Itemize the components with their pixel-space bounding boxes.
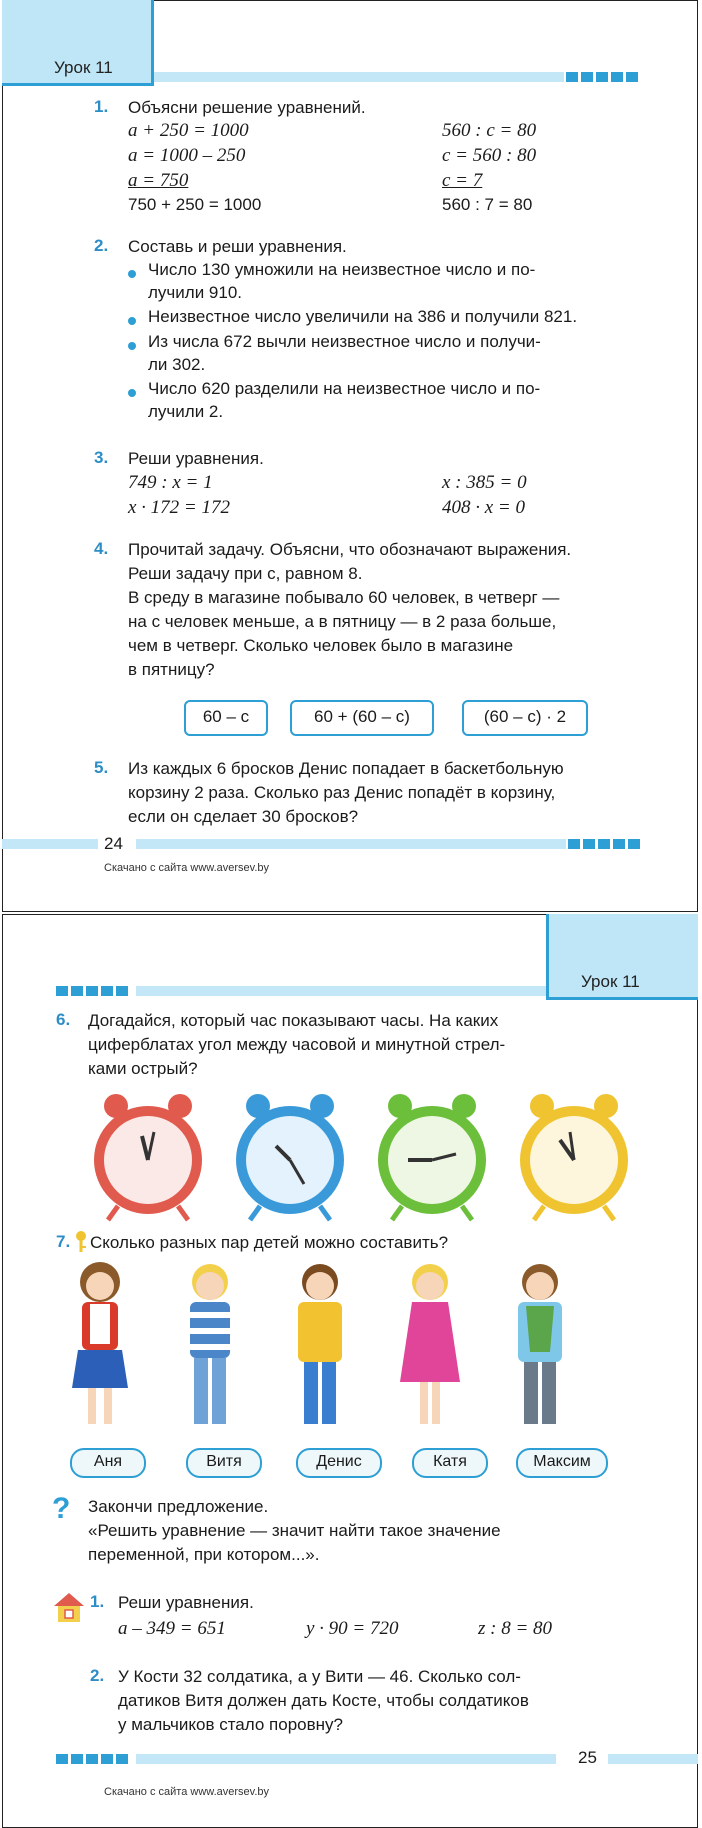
task5-line-2: корзину 2 раза. Сколько раз Денис попадёт в корзину, — [128, 783, 556, 802]
task1-left-1: a + 250 = 1000 — [128, 120, 249, 141]
clock-blue-leg-left — [250, 1206, 260, 1220]
child-denis — [298, 1264, 342, 1424]
footer-dots — [568, 839, 643, 857]
key-icon — [74, 1230, 88, 1254]
child-maksim — [518, 1264, 562, 1424]
expression-box-1: 60 – c — [184, 700, 268, 736]
header-stripe-2 — [136, 986, 546, 996]
clock-red-leg-left — [108, 1206, 118, 1220]
question-line-2: «Решить уравнение — значит найти такое значение — [88, 1521, 501, 1540]
alarm-clocks — [80, 1088, 640, 1228]
home1-title: Реши уравнения. — [118, 1593, 254, 1612]
clock-yellow-leg-right — [604, 1206, 614, 1220]
task3-right-2: 408 · x = 0 — [442, 497, 526, 518]
task5-number: 5. — [94, 758, 109, 777]
task2-bullet-2 — [128, 312, 144, 330]
lesson-header-tab-2 — [546, 914, 698, 1000]
page-number-24: 24 — [104, 834, 123, 853]
name-pill-maksim: Максим — [516, 1448, 608, 1478]
question-line-3: переменной, при котором...». — [88, 1545, 320, 1564]
child-katya — [400, 1264, 460, 1424]
task4-number: 4. — [94, 539, 109, 558]
footer-stripe-left-2 — [136, 1754, 556, 1764]
task3-number: 3. — [94, 448, 109, 467]
task6-line-1: Догадайся, который час показывают часы. На каких — [88, 1011, 499, 1030]
home1-number: 1. — [90, 1592, 105, 1611]
task1-right-3: c = 7 — [442, 170, 483, 191]
task2-item-4-line1: Число 620 разделили на неизвестное число и по- — [148, 379, 541, 398]
task7-number: 7. — [56, 1232, 71, 1251]
task1-left-2: a = 1000 – 250 — [128, 145, 246, 166]
task3-title: Реши уравнения. — [128, 449, 264, 468]
task6-number: 6. — [56, 1010, 71, 1029]
task2-item-2-line1: Неизвестное число увеличили на 386 и получили 821. — [148, 307, 578, 326]
expression-box-2: 60 + (60 – c) — [290, 700, 434, 736]
question-mark-icon: ? — [52, 1492, 71, 1525]
home1-eq-3: z : 8 = 80 — [478, 1618, 553, 1639]
name-pill-anya: Аня — [70, 1448, 146, 1478]
task4-line-4: на c человек меньше, а в пятницу — в 2 раза больше, — [128, 612, 557, 631]
task1-number: 1. — [94, 97, 109, 116]
task3-left-1: 749 : x = 1 — [128, 472, 213, 493]
clock-green — [378, 1094, 486, 1220]
task1-right-1: 560 : c = 80 — [442, 120, 537, 141]
lesson-label: Урок 11 — [54, 58, 113, 77]
task2-item-1-line2: лучили 910. — [148, 283, 242, 302]
name-pill-katya: Катя — [412, 1448, 488, 1478]
clock-blue-leg-right — [320, 1206, 330, 1220]
task4-line-5: чем в четверг. Сколько человек было в магазине — [128, 636, 514, 655]
lesson-label-2: Урок 11 — [581, 972, 640, 991]
name-pill-vitya: Витя — [186, 1448, 262, 1478]
task4-line-1: Прочитай задачу. Объясни, что обозначают выражения. — [128, 540, 572, 559]
task2-item-1-line1: Число 130 умножили на неизвестное число и по- — [148, 260, 536, 279]
clock-blue — [236, 1094, 344, 1220]
header-dots — [566, 72, 641, 90]
clock-red — [94, 1094, 202, 1220]
task5-line-3: если он сделает 30 бросков? — [128, 807, 359, 826]
lesson-header-tab — [2, 0, 154, 86]
home1-eq-1: a – 349 = 651 — [118, 1618, 226, 1639]
question-line-1: Закончи предложение. — [88, 1497, 269, 1516]
clock-red-leg-right — [178, 1206, 188, 1220]
task1-right-2: c = 560 : 80 — [442, 145, 537, 166]
footer-source-1: Скачано с сайта www.aversev.by — [104, 862, 270, 874]
task4-line-2: Реши задачу при c, равном 8. — [128, 564, 363, 583]
task2-number: 2. — [94, 236, 109, 255]
child-anya — [72, 1262, 128, 1424]
task4-line-6: в пятницу? — [128, 660, 215, 679]
home2-line-1: У Кости 32 солдатика, а у Вити — 46. Сколько сол- — [118, 1667, 521, 1686]
children-illustration — [60, 1252, 620, 1440]
task2-bullet-3 — [128, 337, 144, 355]
house-icon — [52, 1590, 86, 1624]
task6-line-2: циферблатах угол между часовой и минутной стрел- — [88, 1035, 506, 1054]
clock-green-leg-right — [462, 1206, 472, 1220]
home2-number: 2. — [90, 1666, 105, 1685]
footer-stripe-right — [136, 839, 566, 849]
task7-title: Сколько разных пар детей можно составить? — [90, 1233, 449, 1252]
home1-eq-2: y · 90 = 720 — [306, 1618, 399, 1639]
name-pill-denis: Денис — [296, 1448, 382, 1478]
home2-line-3: у мальчиков стало поровну? — [118, 1715, 343, 1734]
clock-green-leg-left — [392, 1206, 402, 1220]
expression-box-3: (60 – c) · 2 — [462, 700, 588, 736]
task3-left-2: x · 172 = 172 — [128, 497, 231, 518]
task5-line-1: Из каждых 6 бросков Денис попадает в баскетбольную — [128, 759, 564, 778]
task3-right-1: x : 385 = 0 — [442, 472, 527, 493]
home2-line-2: датиков Витя должен дать Косте, чтобы солдатиков — [118, 1691, 529, 1710]
task2-item-4-line2: лучили 2. — [148, 402, 224, 421]
clock-yellow-leg-left — [534, 1206, 544, 1220]
task2-item-3-line1: Из числа 672 вычли неизвестное число и получи- — [148, 332, 541, 351]
task1-title: Объясни решение уравнений. — [128, 98, 366, 117]
task4-line-3: В среду в магазине побывало 60 человек, в четверг — — [128, 588, 560, 607]
task6-line-3: ками острый? — [88, 1059, 198, 1078]
footer-stripe-right-2 — [608, 1754, 698, 1764]
page-number-25: 25 — [578, 1748, 597, 1767]
task1-left-3: a = 750 — [128, 170, 189, 191]
task2-bullet-1 — [128, 265, 144, 283]
header-stripe — [154, 72, 564, 82]
task2-item-3-line2: ли 302. — [148, 355, 206, 374]
footer-source-2: Скачано с сайта www.aversev.by — [104, 1786, 270, 1798]
child-vitya — [190, 1264, 230, 1424]
task2-bullet-4 — [128, 384, 144, 402]
task1-right-4: 560 : 7 = 80 — [442, 195, 533, 214]
clock-yellow — [520, 1094, 628, 1220]
footer-dots-2 — [56, 1754, 131, 1772]
footer-stripe-left — [2, 839, 98, 849]
header-dots-2 — [56, 986, 131, 1004]
task1-left-4: 750 + 250 = 1000 — [128, 195, 262, 214]
task2-title: Составь и реши уравнения. — [128, 237, 347, 256]
